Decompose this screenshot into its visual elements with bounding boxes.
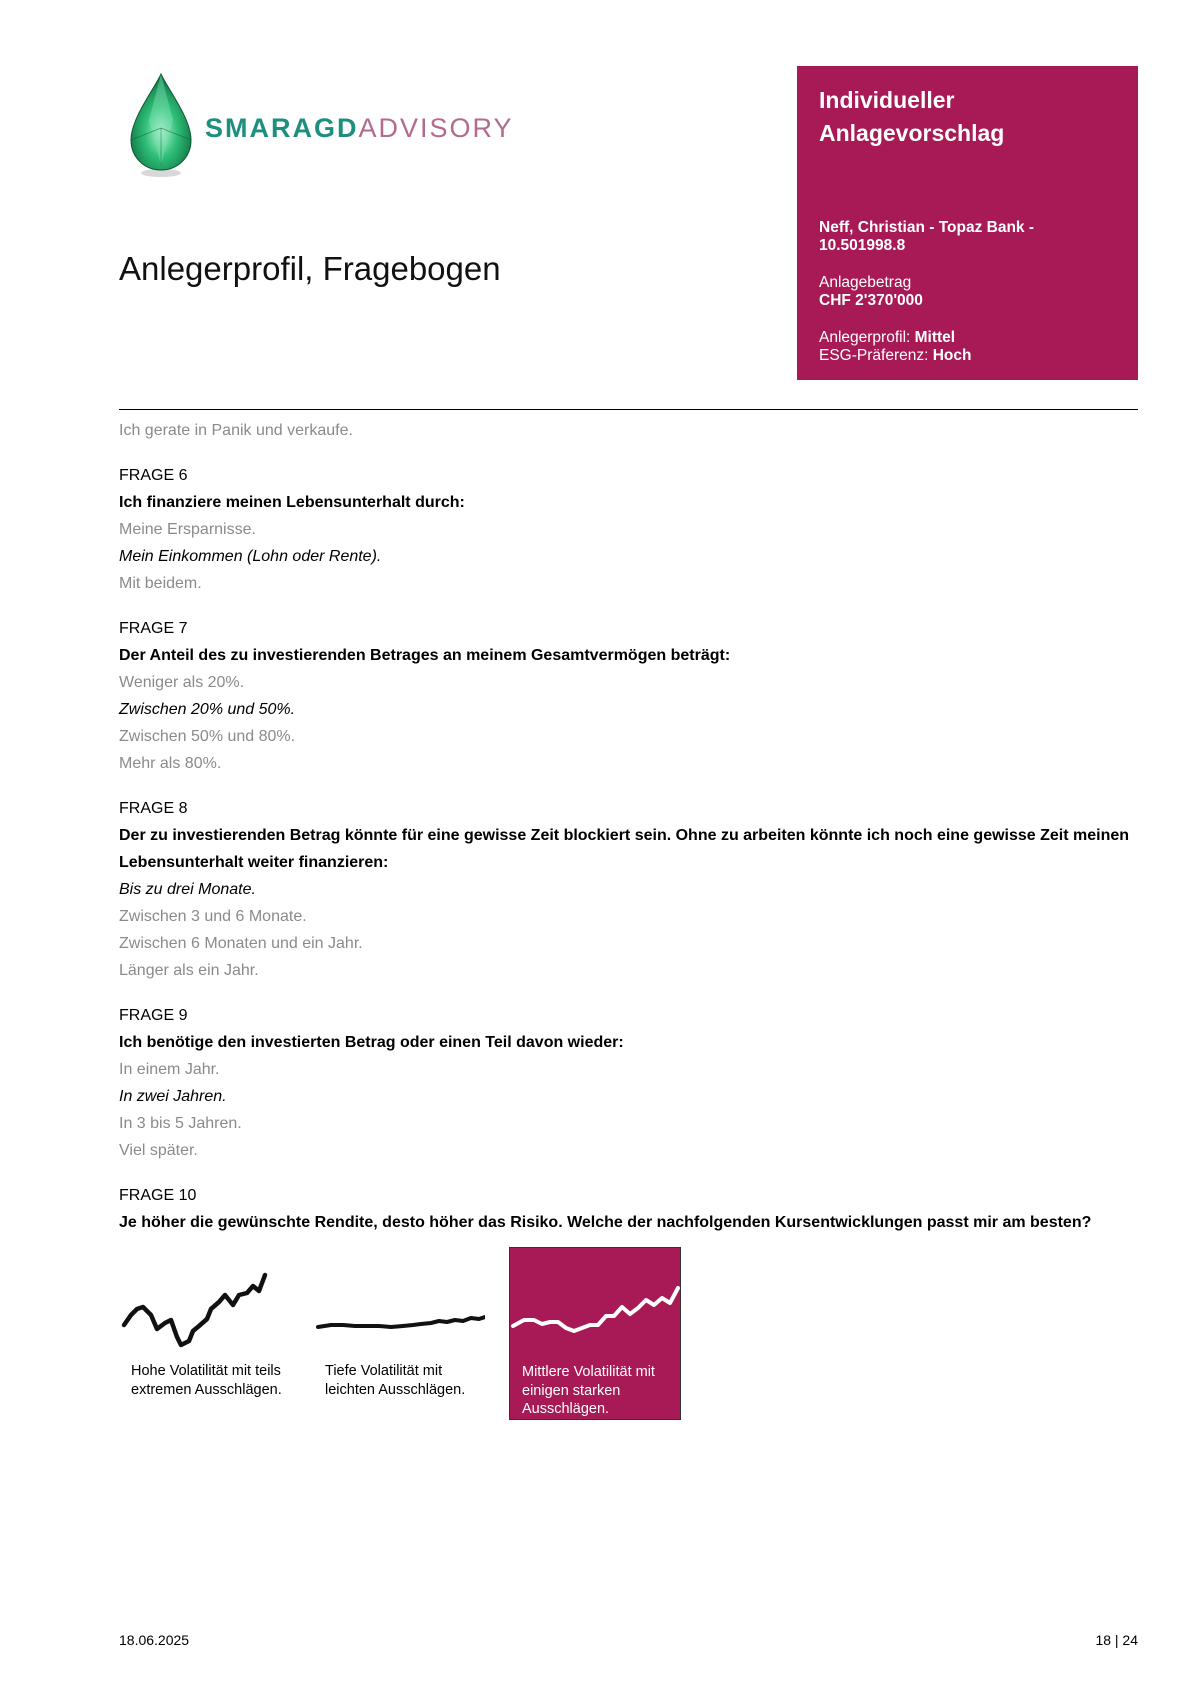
brand-name-part2: ADVISORY xyxy=(358,113,514,143)
option-caption: Tiefe Volatilität mit leichten Ausschlägen. xyxy=(325,1363,466,1398)
profile-label: Anlegerprofil: xyxy=(819,329,911,346)
answer-option: Weniger als 20%. xyxy=(119,674,245,691)
investment-amount xyxy=(819,274,923,310)
answer-option: Mit beidem. xyxy=(119,575,202,592)
volatility-options xyxy=(119,1247,699,1422)
proposal-title: Individueller Anlagevorschlag xyxy=(819,87,1005,146)
selected-answer: Zwischen 20% und 50%. xyxy=(119,701,296,718)
footer-date: 18.06.2025 xyxy=(119,1632,190,1648)
question-7 xyxy=(119,615,1139,777)
profile-value: Mittel xyxy=(914,329,956,346)
answer-option: Viel später. xyxy=(119,1142,198,1159)
question-label: FRAGE 6 xyxy=(119,467,188,484)
option-low-volatility xyxy=(313,1247,485,1420)
question-label: FRAGE 8 xyxy=(119,800,188,817)
question-text: Ich benötige den investierten Betrag oder einen Teil davon wieder: xyxy=(119,1034,624,1051)
answer-option: In 3 bis 5 Jahren. xyxy=(119,1115,242,1132)
question-label: FRAGE 10 xyxy=(119,1187,197,1204)
selected-answer: Mein Einkommen (Lohn oder Rente). xyxy=(119,548,382,565)
divider xyxy=(119,409,1138,410)
answer-option: Länger als ein Jahr. xyxy=(119,962,259,979)
proposal-info-box xyxy=(797,66,1138,380)
question-text: Der Anteil des zu investierenden Betrages an meinem Gesamtvermögen beträgt: xyxy=(119,647,731,664)
page-title: Anlegerprofil, Fragebogen xyxy=(119,250,501,287)
page-number: 18 | 24 xyxy=(1095,1632,1138,1648)
question-text: Der zu investierenden Betrag könnte für eine gewisse Zeit blockiert sein. Ohne zu arbeiten könnte ich noch eine gewisse Zeit meinen Lebensunterhalt weiter finanzieren: xyxy=(119,827,1130,871)
answer-option: Ich gerate in Panik und verkaufe. xyxy=(119,422,353,439)
amount-label: Anlagebetrag xyxy=(819,274,912,291)
question-text: Ich finanziere meinen Lebensunterhalt durch: xyxy=(119,494,465,511)
amount-value: CHF 2'370'000 xyxy=(819,292,923,309)
answer-option: Meine Ersparnisse. xyxy=(119,521,256,538)
question-text: Je höher die gewünschte Rendite, desto höher das Risiko. Welche der nachfolgenden Kursentwicklungen passt mir am besten? xyxy=(119,1214,1092,1231)
option-caption: Mittlere Volatilität mit einigen starken Ausschlägen. xyxy=(522,1364,655,1417)
selected-answer: Bis zu drei Monate. xyxy=(119,881,256,898)
answer-option: Zwischen 50% und 80%. xyxy=(119,728,296,745)
answer-option: In einem Jahr. xyxy=(119,1061,220,1078)
option-high-volatility xyxy=(119,1247,291,1420)
medium-volatility-line-icon xyxy=(510,1258,682,1358)
answer-option: Mehr als 80%. xyxy=(119,755,222,772)
esg-label: ESG-Präferenz: xyxy=(819,347,929,364)
client-info: Neff, Christian - Topaz Bank - 10.501998.8 xyxy=(819,219,1035,254)
question-9 xyxy=(119,1002,1139,1164)
question-label: FRAGE 9 xyxy=(119,1007,188,1024)
questionnaire xyxy=(119,417,1139,1236)
brand-name-part1: SMARAGD xyxy=(205,113,359,143)
question-8 xyxy=(119,795,1139,984)
emerald-gem-icon xyxy=(125,70,197,180)
esg-value: Hoch xyxy=(932,347,972,364)
question-6 xyxy=(119,462,1139,597)
brand-logo xyxy=(125,70,514,180)
investor-profile xyxy=(819,329,971,365)
option-caption: Hohe Volatilität mit teils extremen Ausschlägen. xyxy=(131,1363,282,1398)
brand-wordmark xyxy=(205,113,514,144)
high-volatility-line-icon xyxy=(119,1257,291,1357)
answer-option: Zwischen 3 und 6 Monate. xyxy=(119,908,307,925)
selected-answer: In zwei Jahren. xyxy=(119,1088,227,1105)
answer-option: Zwischen 6 Monaten und ein Jahr. xyxy=(119,935,363,952)
low-volatility-line-icon xyxy=(313,1257,485,1357)
question-10 xyxy=(119,1182,1139,1236)
question-label: FRAGE 7 xyxy=(119,620,188,637)
option-medium-volatility-selected xyxy=(509,1247,681,1420)
